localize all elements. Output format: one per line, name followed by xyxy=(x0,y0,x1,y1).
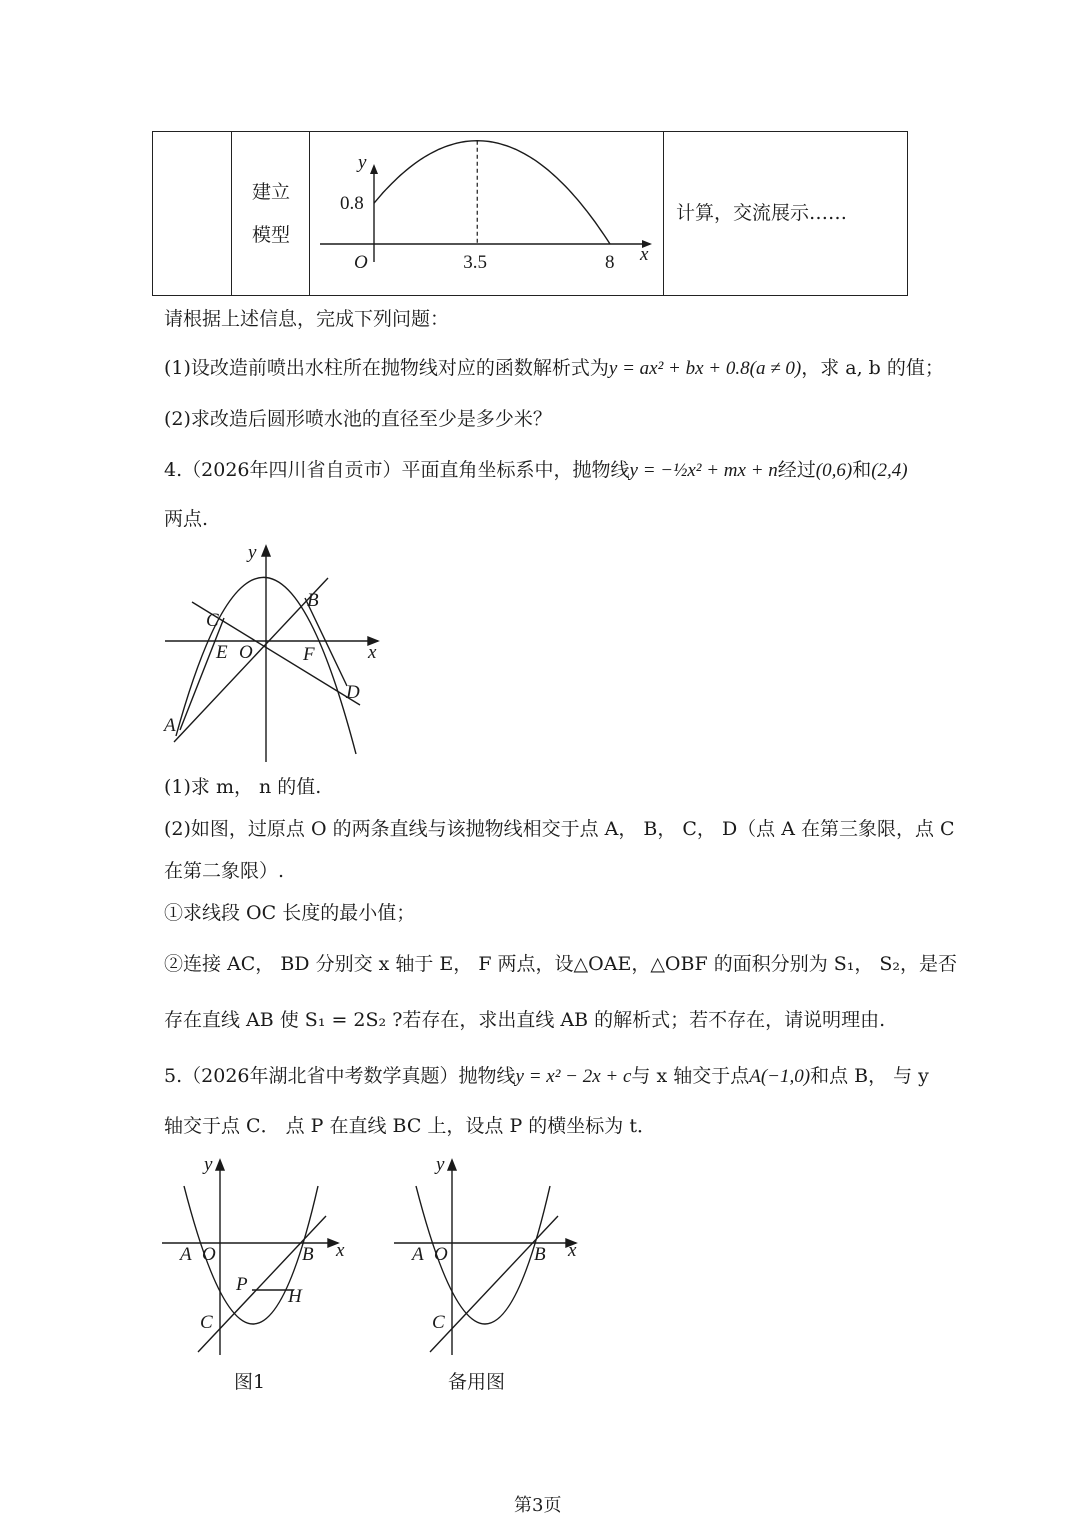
q5-fig1-y-arrow-icon xyxy=(216,1160,224,1170)
q5-point-a: A(−1,0) xyxy=(749,1066,811,1087)
q4-sub1: ①求线段 OC 长度的最小值； xyxy=(164,902,416,924)
q4-stem-b: 经过 xyxy=(777,459,816,481)
q3-part1-prefix: (1)设改造前喷出水柱所在抛物线对应的函数解析式为 xyxy=(164,357,609,379)
q5-stem xyxy=(164,1062,929,1091)
q4-formula: y = −½x² + mx + n xyxy=(629,460,778,481)
chart-tick-label-vertex-x: 3.5 xyxy=(463,252,487,273)
q4-label-e: E xyxy=(216,642,228,663)
q3-part1 xyxy=(164,354,944,383)
q4-label-d: D xyxy=(346,682,360,703)
q5-fig1-label-a: A xyxy=(180,1244,192,1265)
q4-stem-end: 两点. xyxy=(164,508,209,530)
q4-part1: (1)求 m， n 的值. xyxy=(164,776,322,798)
table-row-label-2: 模型 xyxy=(252,224,291,246)
q4-y-arrow-icon xyxy=(262,546,270,556)
q5-fig1-label-p: P xyxy=(236,1274,248,1295)
q4-sub2-line2: 存在直线 AB 使 S₁ = 2S₂ ?若存在，求出直线 AB 的解析式；若不存在，请说明理由. xyxy=(164,1009,886,1031)
chart-x-axis-label: x xyxy=(640,244,649,265)
q4-point-1: (0,6) xyxy=(815,460,853,481)
q4-part2-line2: 在第二象限）. xyxy=(164,860,285,882)
q4-label-y: y xyxy=(248,542,257,563)
q4-segment-bd xyxy=(305,598,347,686)
q4-label-c: C xyxy=(206,610,219,631)
q4-stem xyxy=(164,456,908,485)
q5-source: （2026年湖北省中考数学真题） xyxy=(182,1065,459,1087)
model-chart-plot xyxy=(320,141,652,273)
q4-and: 和 xyxy=(852,459,872,481)
q5-fig1-label-y: y xyxy=(204,1154,213,1175)
q4-label-a: A xyxy=(164,715,176,736)
chart-series-curve xyxy=(374,141,610,244)
chart-tick-label-root-x: 8 xyxy=(605,252,615,273)
q5-fig2-label-b: B xyxy=(534,1244,546,1265)
q5-stem-c: 和点 B， 与 y xyxy=(810,1065,929,1087)
q5-fig1-label-o: O xyxy=(202,1244,216,1265)
q5-figure-1-caption: 图1 xyxy=(234,1371,266,1393)
q5-fig1-label-x: x xyxy=(336,1240,345,1261)
q4-label-b: B xyxy=(307,590,319,611)
q4-stem-a: 平面直角坐标系中，抛物线 xyxy=(401,459,630,481)
q4-label-o: O xyxy=(239,642,253,663)
q4-sub2-line1: ②连接 AC， BD 分别交 x 轴于 E， F 两点，设△OAE，△OBF 的面积分别为 S₁， S₂，是否 xyxy=(164,953,958,975)
chart-y-arrow-icon xyxy=(370,164,378,174)
q5-figure-2 xyxy=(390,1150,590,1360)
q5-fig1-line-bc xyxy=(198,1216,326,1352)
q3-part1-formula: y = ax² + bx + 0.8(a ≠ 0) xyxy=(608,358,802,379)
page-number: 第3页 xyxy=(514,1495,562,1516)
q5-fig1-label-h: H xyxy=(288,1286,302,1307)
q5-figure-1 xyxy=(158,1150,358,1360)
table-divider-3 xyxy=(663,132,664,295)
chart-origin-label: O xyxy=(354,252,368,273)
q4-part2-line1: (2)如图，过原点 O 的两条直线与该抛物线相交于点 A， B， C， D（点 A 在第三象限，点 C xyxy=(164,818,955,840)
q5-stem-a: 抛物线 xyxy=(458,1065,516,1087)
q5-figure-2-caption: 备用图 xyxy=(448,1371,506,1393)
q4-label-x: x xyxy=(368,642,377,663)
q5-fig2-label-x: x xyxy=(568,1240,577,1261)
table-note: 计算，交流展示…… xyxy=(676,202,848,224)
q4-number: 4. xyxy=(164,459,183,481)
chart-y-axis-label: y xyxy=(358,152,367,173)
table-row-label-1: 建立 xyxy=(252,181,291,203)
q5-number: 5. xyxy=(164,1065,183,1087)
q5-fig1-label-c: C xyxy=(200,1312,213,1333)
q5-stem-line2: 轴交于点 C． 点 P 在直线 BC 上，设点 P 的横坐标为 t． xyxy=(164,1115,656,1137)
q3-part1-suffix: ，求 a, b 的值； xyxy=(801,357,944,379)
q4-point-2: (2,4) xyxy=(871,460,908,481)
q5-fig1-label-b: B xyxy=(302,1244,314,1265)
q5-stem-b: 与 x 轴交于点 xyxy=(631,1065,750,1087)
q4-figure xyxy=(160,540,390,770)
q3-part2: (2)求改造后圆形喷水池的直径至少是多少米？ xyxy=(164,408,552,430)
intro-text: 请根据上述信息，完成下列问题： xyxy=(164,308,450,330)
q5-fig2-label-o: O xyxy=(434,1244,448,1265)
table-divider-1 xyxy=(231,132,232,295)
q4-label-f: F xyxy=(303,644,315,665)
model-chart xyxy=(310,132,662,294)
chart-tick-label-y-intercept: 0.8 xyxy=(340,193,364,215)
q5-fig2-y-arrow-icon xyxy=(448,1160,456,1170)
q5-fig2-label-a: A xyxy=(412,1244,424,1265)
q5-fig2-label-y: y xyxy=(436,1154,445,1175)
q5-fig2-line-bc xyxy=(430,1216,558,1352)
q4-source: （2026年四川省自贡市） xyxy=(182,459,402,481)
q5-formula: y = x² − 2x + c xyxy=(515,1066,632,1087)
q5-fig2-label-c: C xyxy=(432,1312,445,1333)
